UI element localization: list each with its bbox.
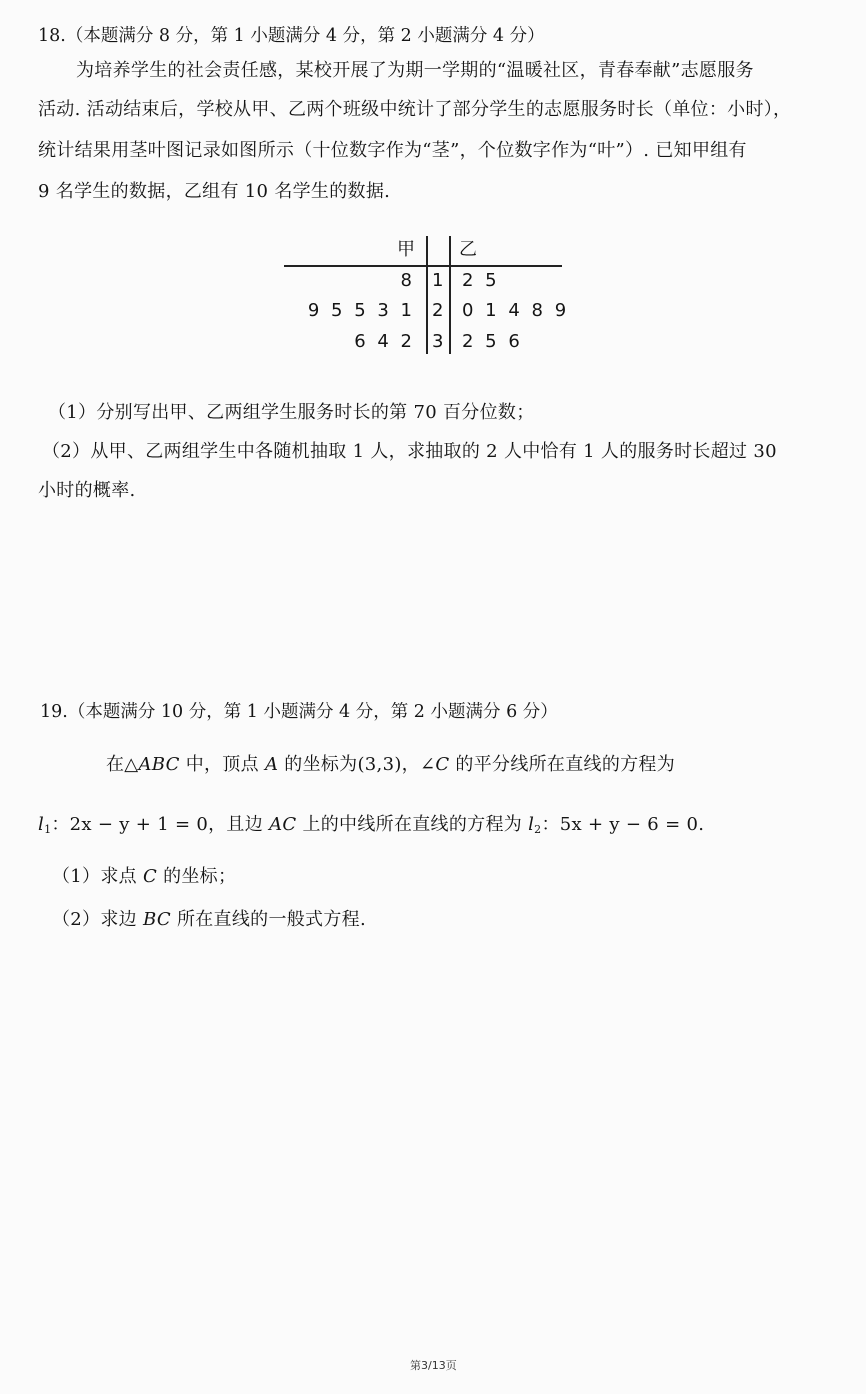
stem-leaf-row1-left: 8: [400, 270, 412, 291]
q18-header: 18.（本题满分 8 分，第 1 小题满分 4 分，第 2 小题满分 4 分）: [38, 26, 545, 46]
q19-vertex-c: C: [435, 754, 450, 775]
q18-paragraph-line2: 活动. 活动结束后，学校从甲、乙两个班级中统计了部分学生的志愿服务时长（单位：小时），: [38, 99, 792, 120]
q19-text: （2）求边: [52, 909, 143, 930]
stem-leaf-header-rule: [284, 265, 562, 267]
q19-subquestion-1: [52, 862, 236, 888]
stem-leaf-divider-left: [426, 236, 428, 354]
stem-leaf-row1-right: 2 5: [462, 270, 497, 291]
q18-subquestion-1: （1）分别写出甲、乙两组学生服务时长的第 70 百分位数；: [48, 402, 535, 423]
stem-leaf-row3-left: 6 4 2: [354, 331, 412, 352]
q18-paragraph-line3: 统计结果用茎叶图记录如图所示（十位数字作为“茎”，个位数字作为“叶”）. 已知甲组有: [38, 140, 747, 161]
line-l1-subscript: 1: [44, 823, 52, 836]
q19-side-bc: BC: [142, 909, 171, 930]
q19-subquestion-2: [52, 905, 366, 931]
q19-text: 上的中线所在直线的方程为: [296, 814, 529, 835]
stem-leaf-row1-stem: 1: [432, 270, 444, 291]
q19-vertex-a: A: [264, 754, 279, 775]
stem-leaf-header-yi: 乙: [459, 239, 477, 260]
stem-leaf-row2-stem: 2: [432, 300, 444, 321]
line-l2-equation: ：5x + y − 6 = 0.: [541, 814, 705, 835]
q18-paragraph-line4: 9 名学生的数据，乙组有 10 名学生的数据.: [38, 181, 391, 202]
q19-point-c: C: [142, 866, 158, 887]
line-l2-name: l: [528, 814, 535, 835]
line-l1-equation: ：2x − y + 1 = 0，且边: [51, 814, 270, 835]
stem-leaf-row3-stem: 3: [432, 331, 444, 352]
page-number: 第3/13页: [410, 1359, 457, 1372]
q19-text: （1）求点: [52, 866, 143, 887]
line-l1-name: l: [38, 814, 45, 835]
q19-text: 中，顶点: [179, 754, 265, 775]
q19-statement-line1: [106, 750, 675, 776]
q19-triangle-label: ABC: [138, 754, 180, 775]
q18-paragraph-line1: 为培养学生的社会责任感，某校开展了为期一学期的“温暖社区，青春奉献”志愿服务: [76, 60, 754, 81]
q19-text: 的坐标；: [157, 866, 237, 887]
stem-leaf-row2-right: 0 1 4 8 9: [462, 300, 567, 321]
line-l2-subscript: 2: [534, 823, 542, 836]
q19-text: 在△: [106, 754, 139, 775]
q19-side-ac: AC: [269, 814, 297, 835]
q19-text: 所在直线的一般式方程.: [170, 909, 366, 930]
q19-header: 19.（本题满分 10 分，第 1 小题满分 4 分，第 2 小题满分 6 分）: [40, 702, 558, 722]
q19-text: 的平分线所在直线的方程为: [449, 754, 676, 775]
q18-subquestion-2-line1: （2）从甲、乙两组学生中各随机抽取 1 人，求抽取的 2 人中恰有 1 人的服务时长超过 30: [42, 441, 777, 462]
stem-leaf-divider-right: [449, 236, 451, 354]
stem-leaf-row3-right: 2 5 6: [462, 331, 520, 352]
q19-text: 的坐标为(3,3)，∠: [278, 754, 436, 775]
q19-statement-line2: [38, 810, 704, 836]
q18-subquestion-2-line2: 小时的概率.: [38, 480, 136, 501]
stem-leaf-row2-left: 9 5 5 3 1: [307, 300, 412, 321]
stem-leaf-header-jia: 甲: [397, 239, 415, 260]
